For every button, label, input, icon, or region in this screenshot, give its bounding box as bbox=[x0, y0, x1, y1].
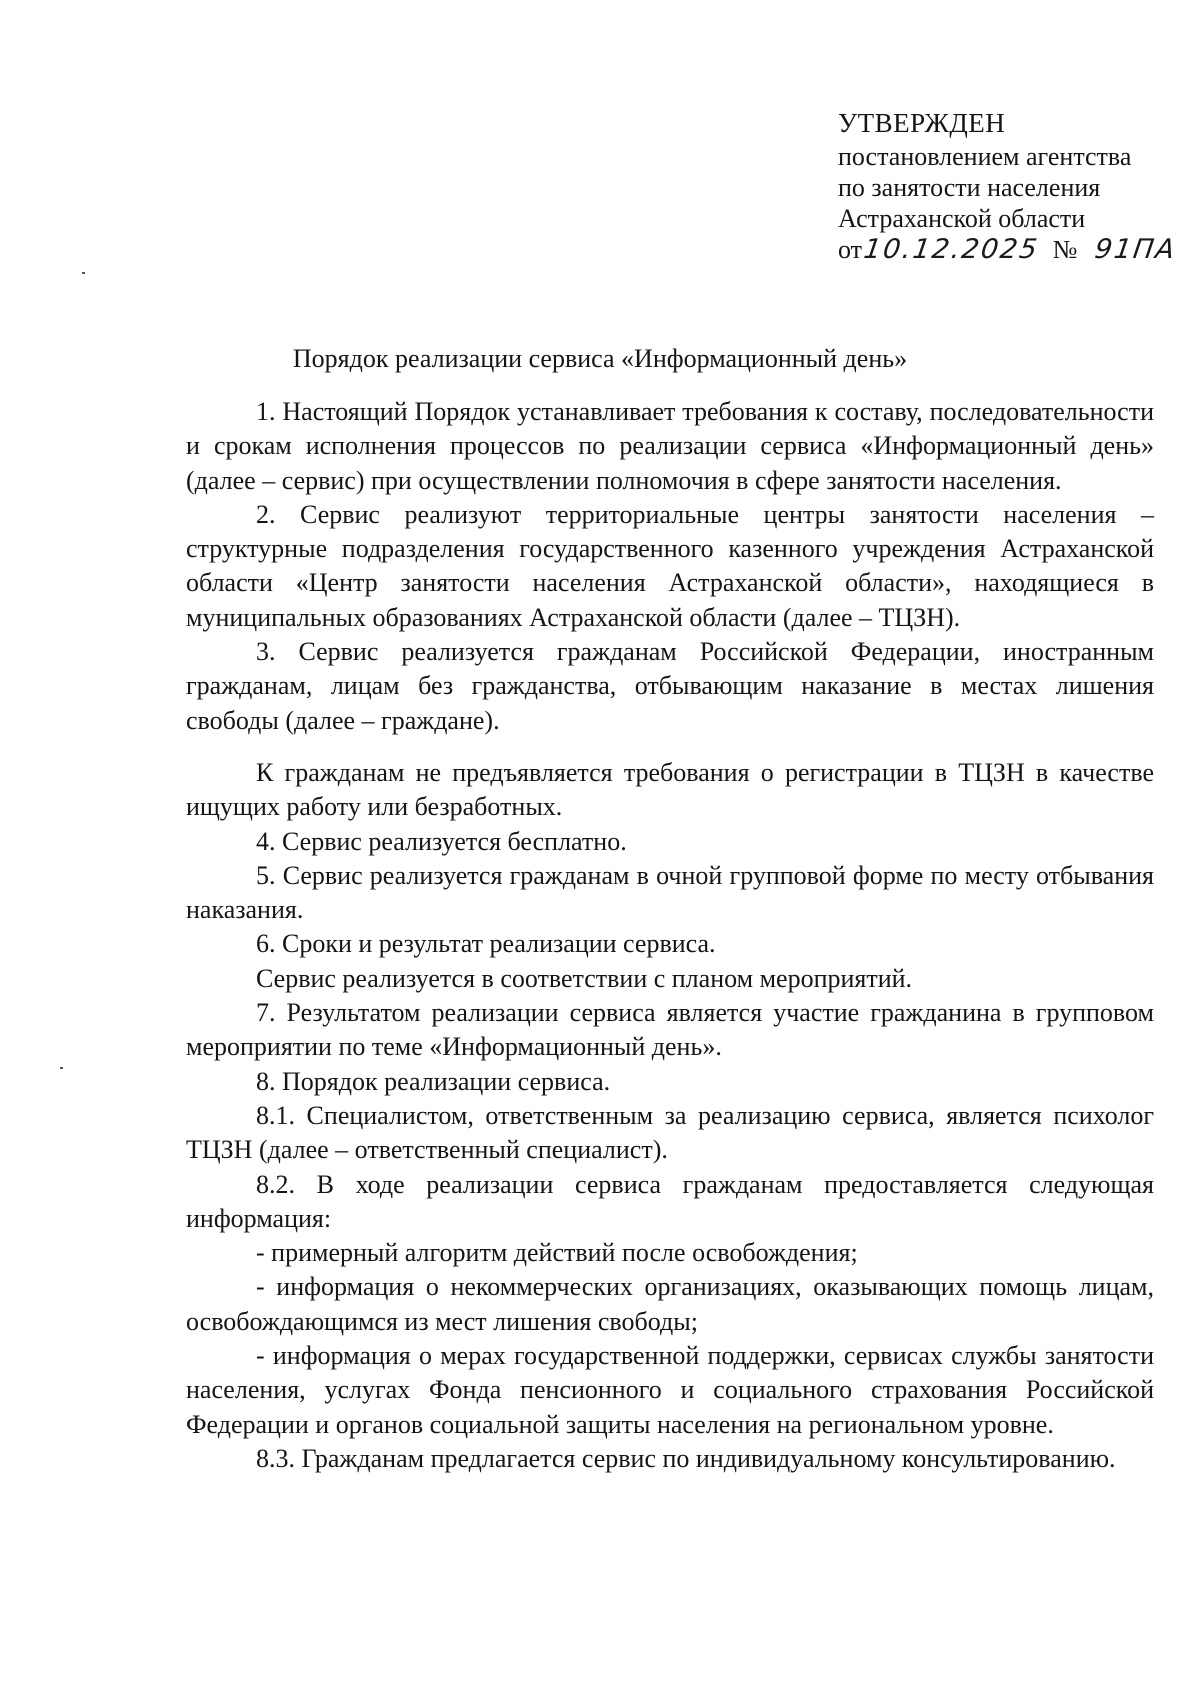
approval-stamp-block bbox=[838, 108, 1178, 268]
paragraph-8-3: 8.3. Гражданам предлагается сервис по индивидуальному консультированию. bbox=[256, 1443, 1116, 1473]
paragraph-6-detail: Сервис реализуется в соответствии с планом мероприятий. bbox=[256, 963, 913, 993]
approval-line-1: постановлением агентства bbox=[838, 142, 1132, 171]
list-item-state-support: - информация о мерах государственной поддержки, сервисах службы занятости населения, услугах Фонда пенсионного и социального страхования Российской Федерации и органов социальной защиты населения на региональном уровне. bbox=[186, 1341, 1154, 1439]
approval-line-2: по занятости населения bbox=[838, 173, 1101, 202]
document-body bbox=[186, 395, 1154, 1476]
paragraph-8-1: 8.1. Специалистом, ответственным за реализацию сервиса, является психолог ТЦЗН (далее – ответственный специалист). bbox=[186, 1100, 1154, 1165]
handwritten-number: 91ПА bbox=[1093, 234, 1179, 265]
document-title: Порядок реализации сервиса «Информационный день» bbox=[292, 344, 908, 373]
approval-heading: УТВЕРЖДЕН bbox=[838, 108, 1006, 138]
approval-line-3: Астраханской области bbox=[838, 204, 1086, 233]
paragraph-2: 2. Сервис реализуют территориальные центры занятости населения – структурные подразделения государственного казенного учреждения Астраханской области «Центр занятости населения Астраханской области», находящиеся в муниципальных образованиях Астраханской области (далее – ТЦЗН). bbox=[186, 499, 1154, 632]
paragraph-5: 5. Сервис реализуется гражданам в очной групповой форме по месту отбывания наказания. bbox=[186, 860, 1154, 925]
paragraph-4: 4. Сервис реализуется бесплатно. bbox=[256, 826, 627, 856]
paragraph-7: 7. Результатом реализации сервиса является участие гражданина в групповом мероприятии по теме «Информационный день». bbox=[186, 998, 1154, 1062]
approval-date-number-line bbox=[838, 234, 1178, 268]
paragraph-registration: К гражданам не предъявляется требования о регистрации в ТЦЗН в качестве ищущих работу или безработных. bbox=[186, 757, 1154, 822]
handwritten-date: 10.12.2025 bbox=[861, 234, 1041, 265]
scan-speck bbox=[82, 272, 85, 274]
list-item-nonprofits: - информация о некоммерческих организациях, оказывающих помощь лицам, освобождающимся из мест лишения свободы; bbox=[186, 1272, 1154, 1336]
paragraph-6: 6. Сроки и результат реализации сервиса. bbox=[256, 929, 716, 959]
number-sign: № bbox=[1052, 235, 1078, 264]
paragraph-3: 3. Сервис реализуется гражданам Российской Федерации, иностранным гражданам, лицам без гражданства, отбывающим наказание в местах лишения свободы (далее – граждане). bbox=[186, 637, 1154, 735]
list-item-algorithm: - примерный алгоритм действий после освобождения; bbox=[256, 1238, 858, 1268]
paragraph-8: 8. Порядок реализации сервиса. bbox=[256, 1066, 611, 1096]
date-prefix: от bbox=[838, 235, 863, 264]
paragraph-8-2: 8.2. В ходе реализации сервиса гражданам предоставляется следующая информация: bbox=[186, 1169, 1154, 1233]
scan-speck bbox=[60, 1067, 63, 1069]
paragraph-1: 1. Настоящий Порядок устанавливает требования к составу, последовательности и срокам исполнения процессов по реализации сервиса «Информационный день» (далее – сервис) при осуществлении полномочия в сфере занятости населения. bbox=[186, 397, 1154, 495]
